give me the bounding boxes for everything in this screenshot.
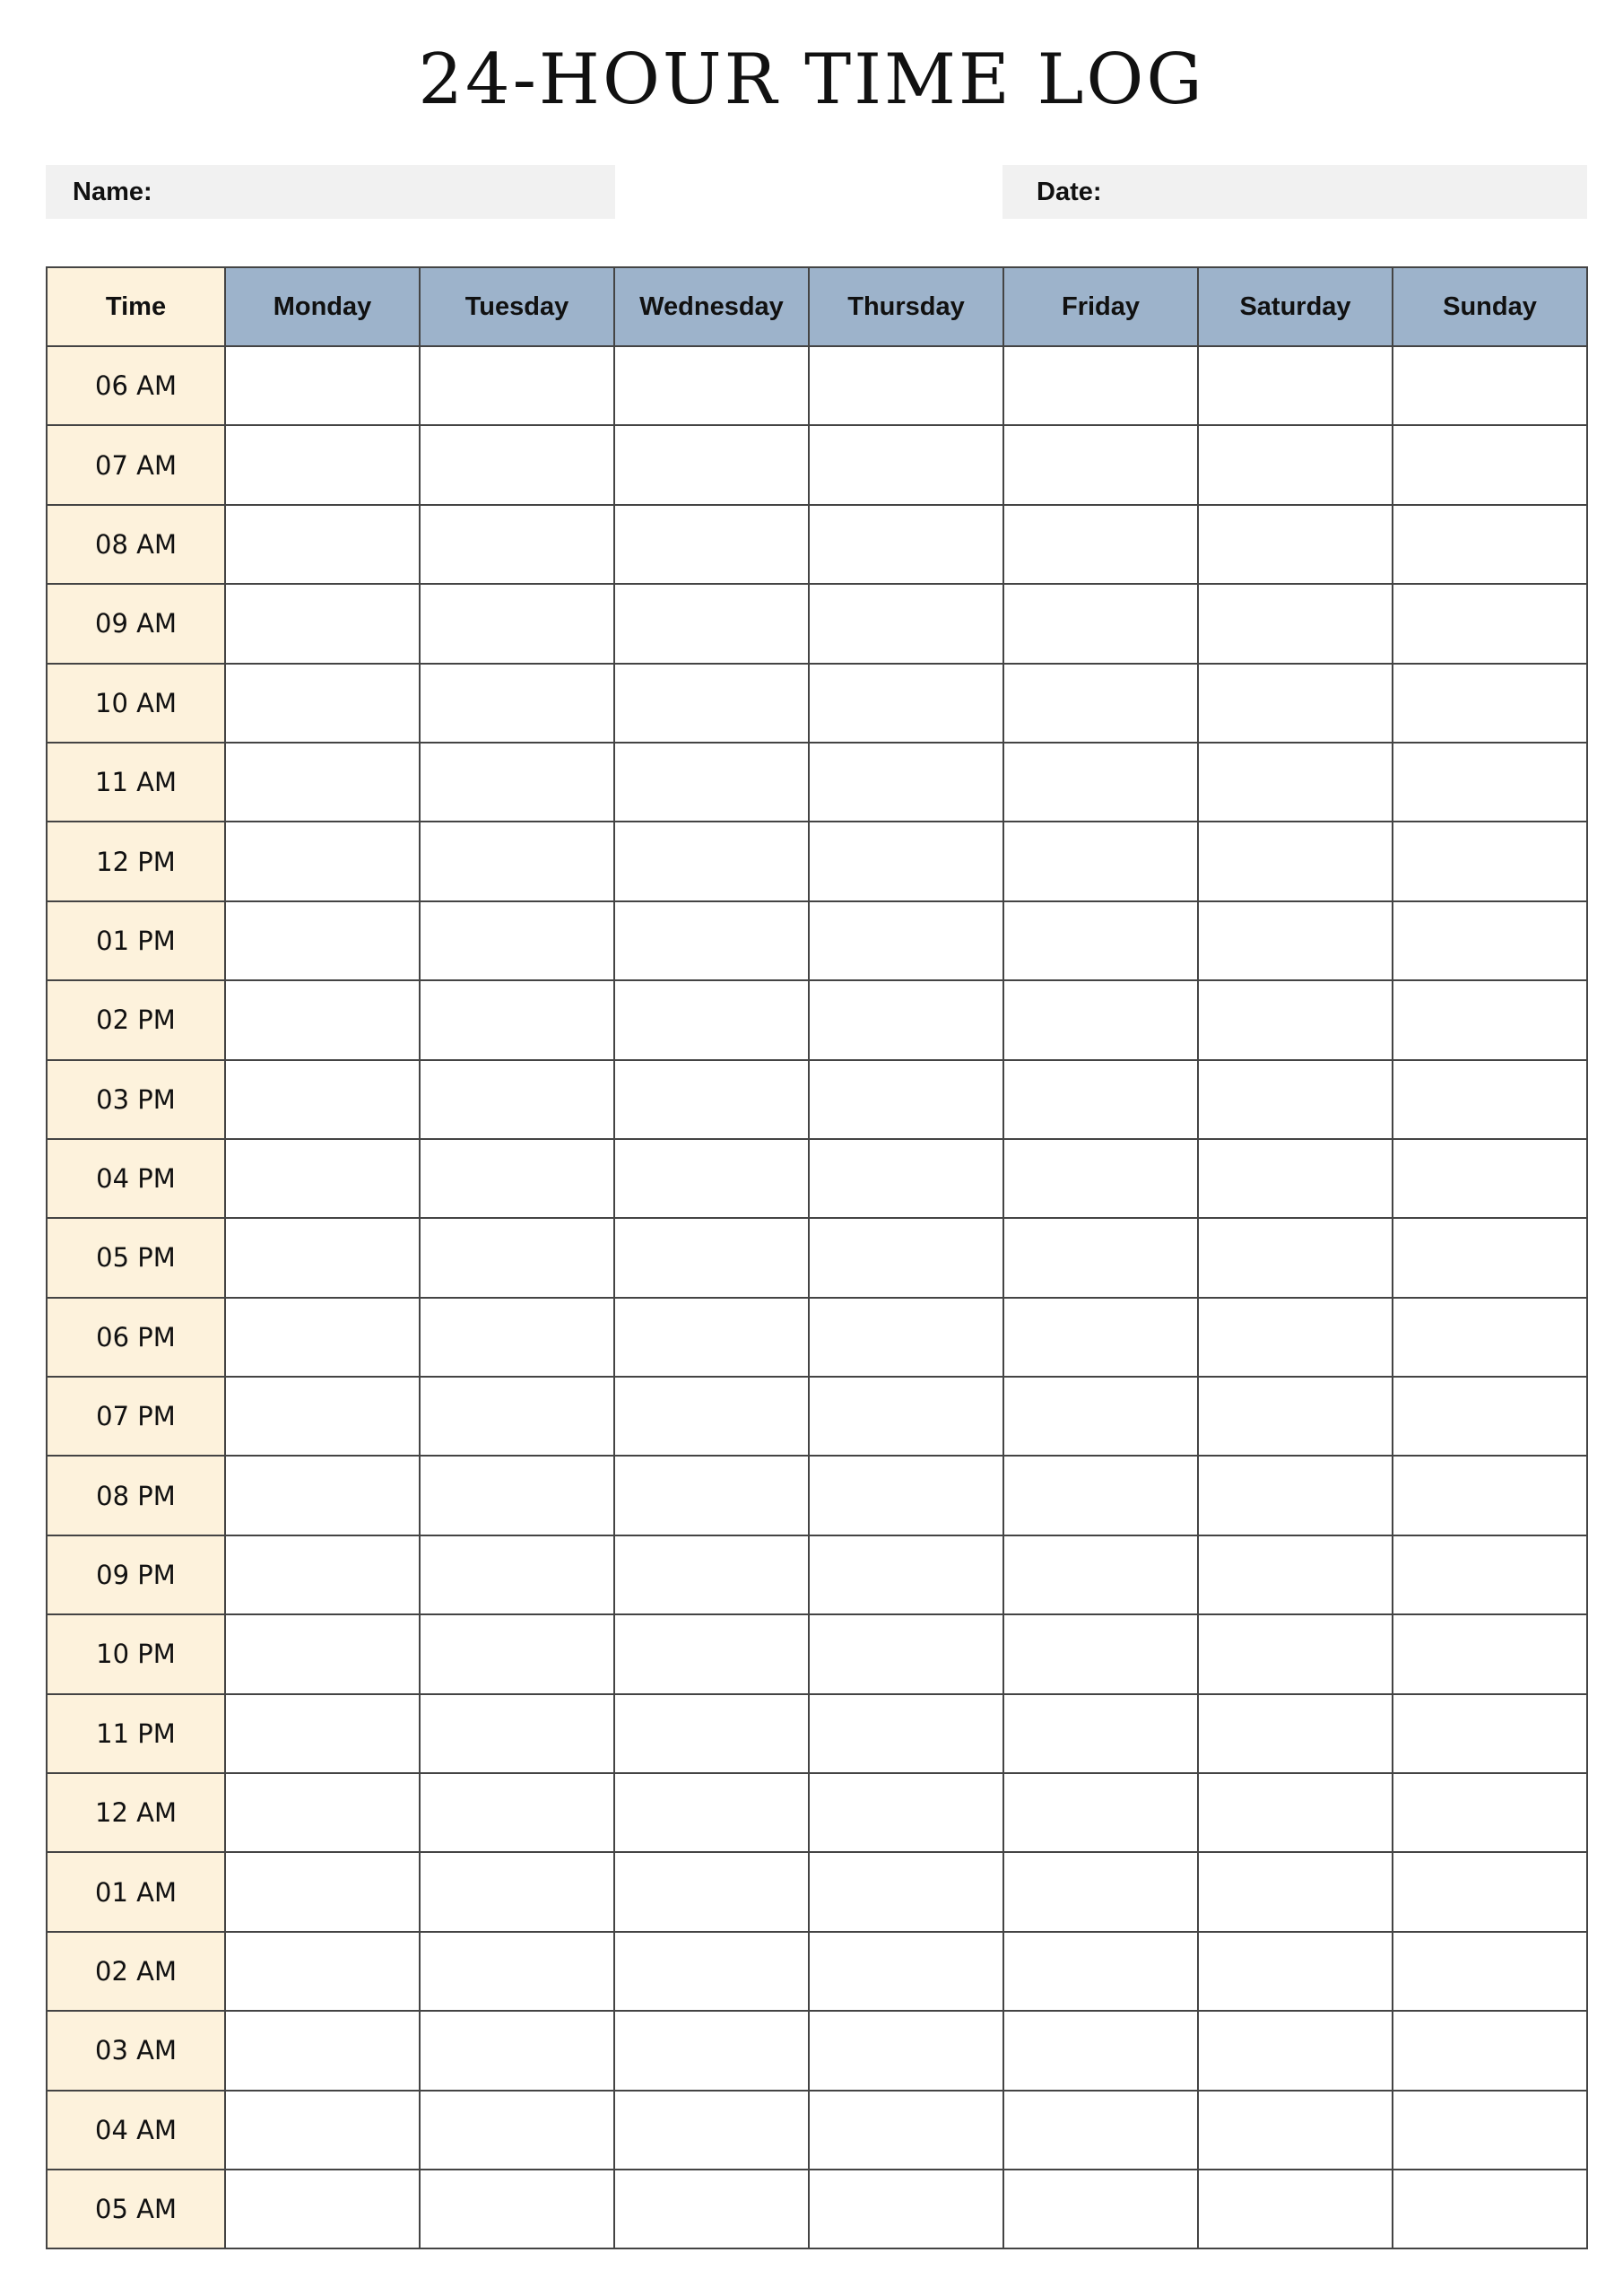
day-header-saturday: Saturday	[1198, 267, 1393, 346]
time-cell: 02 PM	[47, 980, 225, 1059]
name-label: Name:	[73, 177, 152, 206]
entry-cell-monday[interactable]	[225, 584, 420, 663]
entry-cell-thursday[interactable]	[809, 1218, 1003, 1297]
entry-cell-sunday[interactable]	[1393, 2011, 1587, 2090]
entry-cell-monday[interactable]	[225, 980, 420, 1059]
entry-cell-tuesday[interactable]	[420, 2091, 614, 2170]
entry-cell-friday[interactable]	[1003, 2091, 1198, 2170]
table-row	[47, 1614, 1587, 1693]
entry-cell-sunday[interactable]	[1393, 1456, 1587, 1535]
entry-cell-saturday[interactable]	[1198, 425, 1393, 504]
table-row	[47, 1298, 1587, 1377]
entry-cell-thursday[interactable]	[809, 1614, 1003, 1693]
date-label: Date:	[1037, 177, 1102, 206]
entry-cell-friday[interactable]	[1003, 2011, 1198, 2090]
entry-cell-saturday[interactable]	[1198, 1377, 1393, 1456]
day-header-friday: Friday	[1003, 267, 1198, 346]
table-row	[47, 425, 1587, 504]
entry-cell-saturday[interactable]	[1198, 2011, 1393, 2090]
time-cell: 06 AM	[47, 346, 225, 425]
entry-cell-monday[interactable]	[225, 1298, 420, 1377]
entry-cell-thursday[interactable]	[809, 1377, 1003, 1456]
entry-cell-friday[interactable]	[1003, 664, 1198, 743]
entry-cell-thursday[interactable]	[809, 1060, 1003, 1139]
entry-cell-wednesday[interactable]	[614, 1852, 809, 1931]
entry-cell-saturday[interactable]	[1198, 1298, 1393, 1377]
time-cell: 10 AM	[47, 664, 225, 743]
entry-cell-sunday[interactable]	[1393, 1060, 1587, 1139]
entry-cell-wednesday[interactable]	[614, 664, 809, 743]
entry-cell-thursday[interactable]	[809, 901, 1003, 980]
entry-cell-sunday[interactable]	[1393, 2170, 1587, 2248]
entry-cell-sunday[interactable]	[1393, 346, 1587, 425]
entry-cell-tuesday[interactable]	[420, 743, 614, 822]
entry-cell-friday[interactable]	[1003, 1298, 1198, 1377]
entry-cell-tuesday[interactable]	[420, 2011, 614, 2090]
time-cell: 03 PM	[47, 1060, 225, 1139]
table-row	[47, 505, 1587, 584]
entry-cell-friday[interactable]	[1003, 425, 1198, 504]
entry-cell-thursday[interactable]	[809, 1456, 1003, 1535]
entry-cell-thursday[interactable]	[809, 1535, 1003, 1614]
entry-cell-sunday[interactable]	[1393, 664, 1587, 743]
entry-cell-thursday[interactable]	[809, 425, 1003, 504]
entry-cell-saturday[interactable]	[1198, 1060, 1393, 1139]
entry-cell-thursday[interactable]	[809, 2170, 1003, 2248]
entry-cell-monday[interactable]	[225, 1377, 420, 1456]
entry-cell-saturday[interactable]	[1198, 1614, 1393, 1693]
time-cell: 04 PM	[47, 1139, 225, 1218]
entry-cell-saturday[interactable]	[1198, 2091, 1393, 2170]
entry-cell-sunday[interactable]	[1393, 1773, 1587, 1852]
entry-cell-tuesday[interactable]	[420, 1377, 614, 1456]
table-row	[47, 743, 1587, 822]
entry-cell-tuesday[interactable]	[420, 664, 614, 743]
entry-cell-tuesday[interactable]	[420, 1614, 614, 1693]
entry-cell-wednesday[interactable]	[614, 1932, 809, 2011]
time-cell: 05 PM	[47, 1218, 225, 1297]
entry-cell-thursday[interactable]	[809, 1139, 1003, 1218]
time-cell: 09 AM	[47, 584, 225, 663]
entry-cell-monday[interactable]	[225, 425, 420, 504]
entry-cell-wednesday[interactable]	[614, 822, 809, 900]
entry-cell-saturday[interactable]	[1198, 901, 1393, 980]
table-row	[47, 1932, 1587, 2011]
entry-cell-friday[interactable]	[1003, 346, 1198, 425]
entry-cell-monday[interactable]	[225, 2011, 420, 2090]
entry-cell-wednesday[interactable]	[614, 980, 809, 1059]
entry-cell-monday[interactable]	[225, 822, 420, 900]
entry-cell-sunday[interactable]	[1393, 1694, 1587, 1773]
table-row	[47, 664, 1587, 743]
entry-cell-saturday[interactable]	[1198, 1773, 1393, 1852]
entry-cell-wednesday[interactable]	[614, 901, 809, 980]
entry-cell-tuesday[interactable]	[420, 901, 614, 980]
entry-cell-sunday[interactable]	[1393, 1614, 1587, 1693]
entry-cell-tuesday[interactable]	[420, 1932, 614, 2011]
entry-cell-saturday[interactable]	[1198, 1852, 1393, 1931]
header-row	[47, 267, 1587, 346]
entry-cell-monday[interactable]	[225, 2091, 420, 2170]
entry-cell-friday[interactable]	[1003, 901, 1198, 980]
entry-cell-thursday[interactable]	[809, 1852, 1003, 1931]
entry-cell-tuesday[interactable]	[420, 822, 614, 900]
entry-cell-friday[interactable]	[1003, 1852, 1198, 1931]
entry-cell-friday[interactable]	[1003, 980, 1198, 1059]
entry-cell-sunday[interactable]	[1393, 980, 1587, 1059]
entry-cell-saturday[interactable]	[1198, 1456, 1393, 1535]
entry-cell-wednesday[interactable]	[614, 1694, 809, 1773]
entry-cell-tuesday[interactable]	[420, 584, 614, 663]
time-cell: 06 PM	[47, 1298, 225, 1377]
time-cell: 12 PM	[47, 822, 225, 900]
table-row	[47, 1218, 1587, 1297]
entry-cell-thursday[interactable]	[809, 346, 1003, 425]
time-cell: 11 PM	[47, 1694, 225, 1773]
entry-cell-wednesday[interactable]	[614, 1773, 809, 1852]
entry-cell-monday[interactable]	[225, 1614, 420, 1693]
day-header-thursday: Thursday	[809, 267, 1003, 346]
entry-cell-saturday[interactable]	[1198, 822, 1393, 900]
entry-cell-thursday[interactable]	[809, 1932, 1003, 2011]
entry-cell-saturday[interactable]	[1198, 980, 1393, 1059]
entry-cell-thursday[interactable]	[809, 584, 1003, 663]
entry-cell-wednesday[interactable]	[614, 505, 809, 584]
entry-cell-tuesday[interactable]	[420, 505, 614, 584]
entry-cell-friday[interactable]	[1003, 1139, 1198, 1218]
entry-cell-thursday[interactable]	[809, 1773, 1003, 1852]
table-row	[47, 1377, 1587, 1456]
entry-cell-wednesday[interactable]	[614, 346, 809, 425]
entry-cell-saturday[interactable]	[1198, 743, 1393, 822]
entry-cell-saturday[interactable]	[1198, 2170, 1393, 2248]
entry-cell-thursday[interactable]	[809, 2091, 1003, 2170]
entry-cell-sunday[interactable]	[1393, 505, 1587, 584]
time-cell: 05 AM	[47, 2170, 225, 2248]
entry-cell-wednesday[interactable]	[614, 1139, 809, 1218]
date-field[interactable]	[1002, 165, 1587, 219]
entry-cell-monday[interactable]	[225, 1773, 420, 1852]
entry-cell-friday[interactable]	[1003, 822, 1198, 900]
entry-cell-wednesday[interactable]	[614, 425, 809, 504]
entry-cell-sunday[interactable]	[1393, 584, 1587, 663]
entry-cell-monday[interactable]	[225, 743, 420, 822]
entry-cell-thursday[interactable]	[809, 980, 1003, 1059]
entry-cell-tuesday[interactable]	[420, 2170, 614, 2248]
entry-cell-monday[interactable]	[225, 664, 420, 743]
time-cell: 02 AM	[47, 1932, 225, 2011]
entry-cell-thursday[interactable]	[809, 1298, 1003, 1377]
entry-cell-tuesday[interactable]	[420, 1773, 614, 1852]
time-log-body	[47, 346, 1587, 2248]
entry-cell-wednesday[interactable]	[614, 2091, 809, 2170]
time-cell: 03 AM	[47, 2011, 225, 2090]
entry-cell-saturday[interactable]	[1198, 1139, 1393, 1218]
entry-cell-monday[interactable]	[225, 1535, 420, 1614]
entry-cell-sunday[interactable]	[1393, 1377, 1587, 1456]
entry-cell-friday[interactable]	[1003, 1377, 1198, 1456]
time-cell: 11 AM	[47, 743, 225, 822]
entry-cell-sunday[interactable]	[1393, 425, 1587, 504]
entry-cell-saturday[interactable]	[1198, 505, 1393, 584]
entry-cell-sunday[interactable]	[1393, 1852, 1587, 1931]
entry-cell-friday[interactable]	[1003, 1773, 1198, 1852]
table-row	[47, 584, 1587, 663]
entry-cell-wednesday[interactable]	[614, 1614, 809, 1693]
entry-cell-monday[interactable]	[225, 1694, 420, 1773]
entry-cell-tuesday[interactable]	[420, 346, 614, 425]
entry-cell-sunday[interactable]	[1393, 822, 1587, 900]
day-header-tuesday: Tuesday	[420, 267, 614, 346]
entry-cell-tuesday[interactable]	[420, 1139, 614, 1218]
entry-cell-saturday[interactable]	[1198, 664, 1393, 743]
entry-cell-monday[interactable]	[225, 1139, 420, 1218]
entry-cell-sunday[interactable]	[1393, 743, 1587, 822]
table-row	[47, 2091, 1587, 2170]
entry-cell-monday[interactable]	[225, 2170, 420, 2248]
entry-cell-wednesday[interactable]	[614, 1456, 809, 1535]
table-row	[47, 1060, 1587, 1139]
entry-cell-saturday[interactable]	[1198, 584, 1393, 663]
entry-cell-wednesday[interactable]	[614, 743, 809, 822]
day-header-monday: Monday	[225, 267, 420, 346]
day-header-sunday: Sunday	[1393, 267, 1587, 346]
table-row	[47, 980, 1587, 1059]
entry-cell-monday[interactable]	[225, 1932, 420, 2011]
entry-cell-wednesday[interactable]	[614, 1377, 809, 1456]
table-row	[47, 1139, 1587, 1218]
entry-cell-wednesday[interactable]	[614, 2170, 809, 2248]
page-title: 24-HOUR TIME LOG	[418, 39, 1205, 120]
entry-cell-tuesday[interactable]	[420, 980, 614, 1059]
entry-cell-friday[interactable]	[1003, 1614, 1198, 1693]
table-row	[47, 901, 1587, 980]
table-row	[47, 1773, 1587, 1852]
time-cell: 07 AM	[47, 425, 225, 504]
name-field[interactable]	[46, 165, 615, 219]
entry-cell-friday[interactable]	[1003, 1932, 1198, 2011]
time-cell: 01 PM	[47, 901, 225, 980]
entry-cell-friday[interactable]	[1003, 743, 1198, 822]
entry-cell-tuesday[interactable]	[420, 1456, 614, 1535]
entry-cell-sunday[interactable]	[1393, 1218, 1587, 1297]
entry-cell-thursday[interactable]	[809, 822, 1003, 900]
entry-cell-thursday[interactable]	[809, 664, 1003, 743]
entry-cell-sunday[interactable]	[1393, 1535, 1587, 1614]
entry-cell-saturday[interactable]	[1198, 346, 1393, 425]
entry-cell-tuesday[interactable]	[420, 1060, 614, 1139]
time-column-header: Time	[47, 267, 225, 346]
entry-cell-wednesday[interactable]	[614, 2011, 809, 2090]
time-cell: 12 AM	[47, 1773, 225, 1852]
table-row	[47, 1535, 1587, 1614]
entry-cell-wednesday[interactable]	[614, 1218, 809, 1297]
entry-cell-monday[interactable]	[225, 346, 420, 425]
entry-cell-friday[interactable]	[1003, 1218, 1198, 1297]
entry-cell-friday[interactable]	[1003, 2170, 1198, 2248]
entry-cell-sunday[interactable]	[1393, 1932, 1587, 2011]
time-cell: 08 AM	[47, 505, 225, 584]
entry-cell-saturday[interactable]	[1198, 1218, 1393, 1297]
entry-cell-thursday[interactable]	[809, 505, 1003, 584]
entry-cell-tuesday[interactable]	[420, 1852, 614, 1931]
entry-cell-sunday[interactable]	[1393, 901, 1587, 980]
entry-cell-friday[interactable]	[1003, 1456, 1198, 1535]
entry-cell-monday[interactable]	[225, 1218, 420, 1297]
entry-cell-thursday[interactable]	[809, 2011, 1003, 2090]
entry-cell-saturday[interactable]	[1198, 1694, 1393, 1773]
time-cell: 10 PM	[47, 1614, 225, 1693]
entry-cell-saturday[interactable]	[1198, 1535, 1393, 1614]
table-row	[47, 346, 1587, 425]
table-row	[47, 1456, 1587, 1535]
entry-cell-sunday[interactable]	[1393, 2091, 1587, 2170]
entry-cell-friday[interactable]	[1003, 584, 1198, 663]
entry-cell-monday[interactable]	[225, 1060, 420, 1139]
time-cell: 01 AM	[47, 1852, 225, 1931]
entry-cell-sunday[interactable]	[1393, 1139, 1587, 1218]
time-log-table	[46, 266, 1588, 2249]
entry-cell-monday[interactable]	[225, 505, 420, 584]
entry-cell-monday[interactable]	[225, 901, 420, 980]
entry-cell-friday[interactable]	[1003, 1060, 1198, 1139]
entry-cell-sunday[interactable]	[1393, 1298, 1587, 1377]
entry-cell-tuesday[interactable]	[420, 1694, 614, 1773]
time-cell: 09 PM	[47, 1535, 225, 1614]
entry-cell-tuesday[interactable]	[420, 1298, 614, 1377]
time-cell: 08 PM	[47, 1456, 225, 1535]
time-cell: 07 PM	[47, 1377, 225, 1456]
entry-cell-tuesday[interactable]	[420, 1535, 614, 1614]
entry-cell-saturday[interactable]	[1198, 1932, 1393, 2011]
time-cell: 04 AM	[47, 2091, 225, 2170]
entry-cell-wednesday[interactable]	[614, 1535, 809, 1614]
entry-cell-wednesday[interactable]	[614, 1060, 809, 1139]
entry-cell-friday[interactable]	[1003, 505, 1198, 584]
entry-cell-thursday[interactable]	[809, 1694, 1003, 1773]
day-header-wednesday: Wednesday	[614, 267, 809, 346]
entry-cell-wednesday[interactable]	[614, 584, 809, 663]
entry-cell-thursday[interactable]	[809, 743, 1003, 822]
table-row	[47, 2170, 1587, 2248]
entry-cell-wednesday[interactable]	[614, 1298, 809, 1377]
entry-cell-monday[interactable]	[225, 1456, 420, 1535]
table-row	[47, 1852, 1587, 1931]
table-row	[47, 1694, 1587, 1773]
entry-cell-tuesday[interactable]	[420, 425, 614, 504]
entry-cell-friday[interactable]	[1003, 1535, 1198, 1614]
entry-cell-friday[interactable]	[1003, 1694, 1198, 1773]
table-row	[47, 2011, 1587, 2090]
entry-cell-tuesday[interactable]	[420, 1218, 614, 1297]
table-row	[47, 822, 1587, 900]
entry-cell-monday[interactable]	[225, 1852, 420, 1931]
